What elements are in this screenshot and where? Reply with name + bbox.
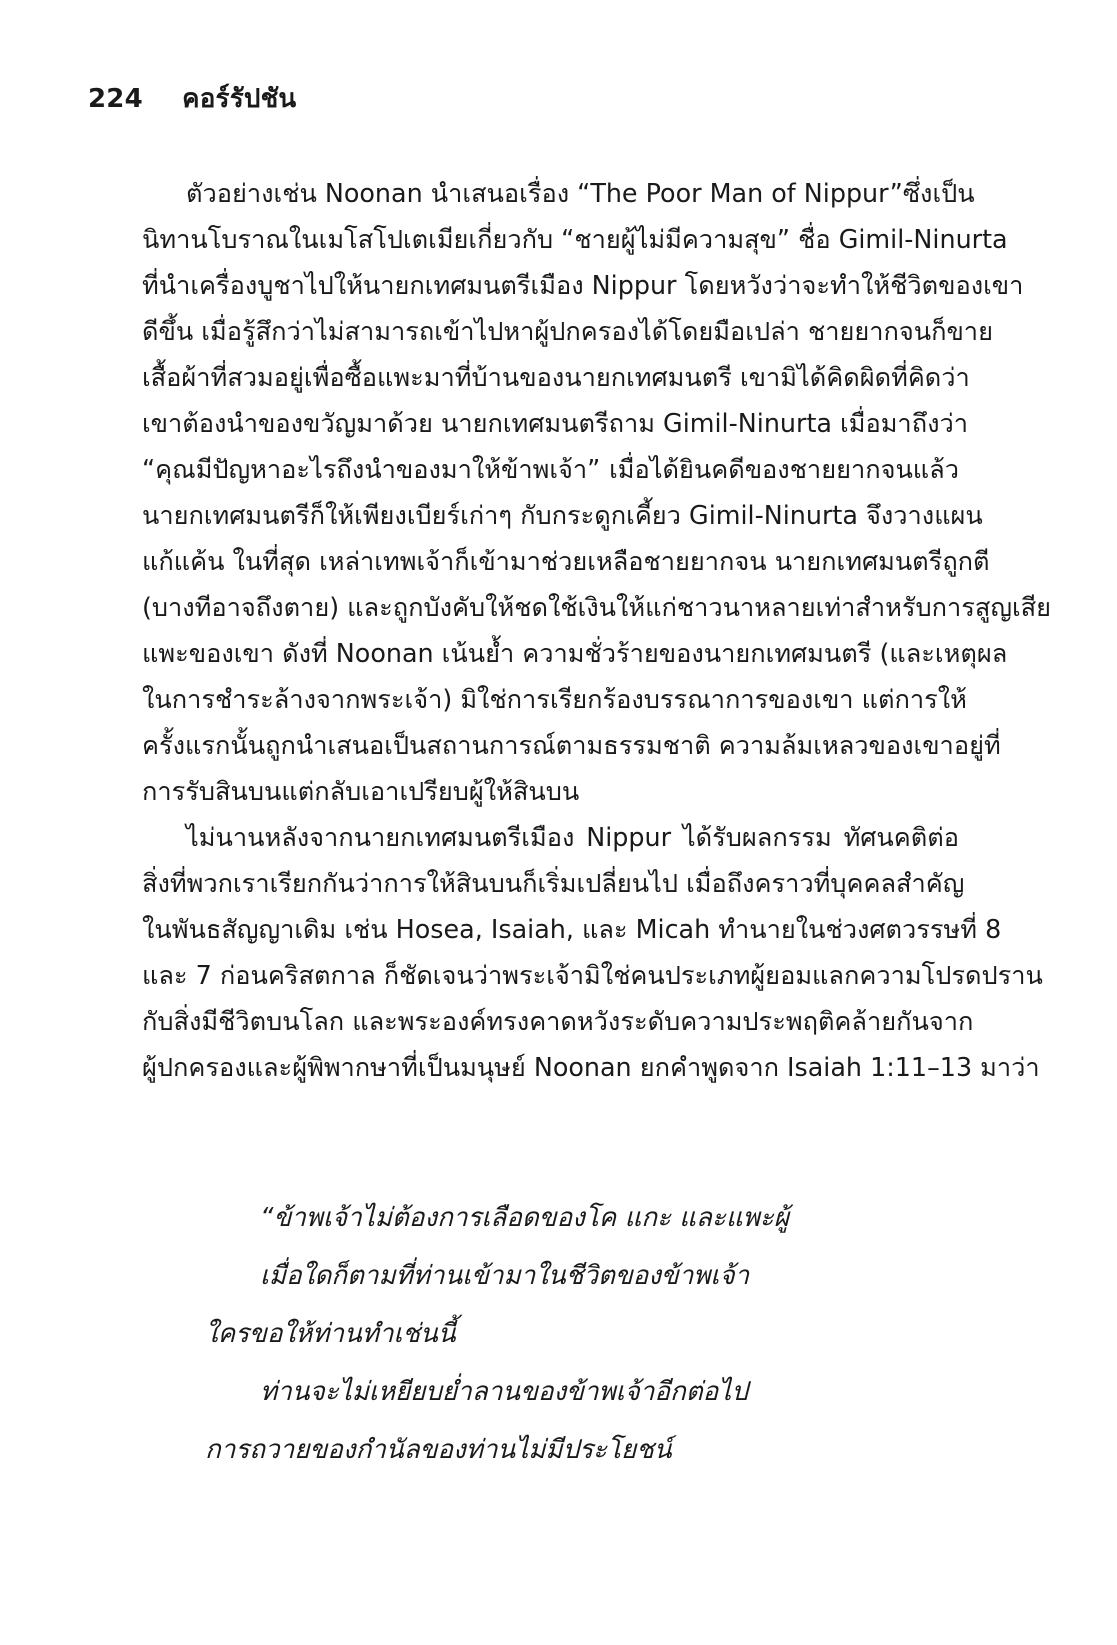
quote-line: ใครขอให้ท่านทำเช่นนี้ — [205, 1319, 456, 1349]
paragraph-line: ไม่นานหลังจากนายกเทศมนตรีเมือง Nippur ได้รับผลกรรม ทัศนคติต่อ — [186, 822, 959, 852]
paragraph-line: ในพันธสัญญาเดิม เช่น Hosea, Isaiah, และ Micah ทำนายในช่วงศตวรรษที่ 8 — [142, 914, 1002, 944]
paragraph-line: (บางทีอาจถึงตาย) และถูกบังคับให้ชดใช้เงินให้แก่ชาวนาหลายเท่าสำหรับการสูญเสีย — [142, 592, 1052, 622]
quote-line: ท่านจะไม่เหยียบย่ำลานของข้าพเจ้าอีกต่อไป — [260, 1377, 748, 1407]
quote-line: การถวายของกำนัลของท่านไม่มีประโยชน์ — [205, 1435, 672, 1465]
paragraph-line: “คุณมีปัญหาอะไรถึงนำของมาให้ข้าพเจ้า” เมื่อได้ยินคดีของชายยากจนแล้ว — [142, 454, 959, 484]
paragraph-line: นิทานโบราณในเมโสโปเตเมียเกี่ยวกับ “ชายผู้ไม่มีความสุข” ชื่อ Gimil-Ninurta — [142, 224, 1008, 254]
book-title: คอร์รัปชัน — [182, 84, 297, 114]
page-number: 224 — [88, 84, 143, 114]
paragraph-line: เขาต้องนำของขวัญมาด้วย นายกเทศมนตรีถาม Gimil-Ninurta เมื่อมาถึงว่า — [142, 408, 968, 438]
paragraph-line: ตัวอย่างเช่น Noonan นำเสนอเรื่อง “The Poor Man of Nippur”ซึ่งเป็น — [186, 178, 975, 208]
paragraph-line: และ 7 ก่อนคริสตกาล ก็ชัดเจนว่าพระเจ้ามิใช่คนประเภทผู้ยอมแลกความโปรดปราน — [142, 960, 1043, 990]
paragraph-line: การรับสินบนแต่กลับเอาเปรียบผู้ให้สินบน — [142, 776, 580, 806]
paragraph-line: ดีขึ้น เมื่อรู้สึกว่าไม่สามารถเข้าไปหาผู้ปกครองได้โดยมือเปล่า ชายยากจนก็ขาย — [142, 316, 993, 346]
paragraph-line: ครั้งแรกนั้นถูกนำเสนอเป็นสถานการณ์ตามธรรมชาติ ความล้มเหลวของเขาอยู่ที่ — [142, 730, 1001, 760]
paragraph-line: ในการชำระล้างจากพระเจ้า) มิใช่การเรียกร้องบรรณาการของเขา แต่การให้ — [142, 684, 967, 714]
paragraph-line: แก้แค้น ในที่สุด เหล่าเทพเจ้าก็เข้ามาช่วยเหลือชายยากจน นายกเทศมนตรีถูกตี — [142, 546, 990, 576]
paragraph-line: กับสิ่งมีชีวิตบนโลก และพระองค์ทรงคาดหวังระดับความประพฤติคล้ายกันจาก — [142, 1006, 974, 1036]
paragraph-line: ที่นำเครื่องบูชาไปให้นายกเทศมนตรีเมือง Nippur โดยหวังว่าจะทำให้ชีวิตของเขา — [142, 270, 1024, 300]
running-header — [88, 78, 296, 119]
paragraph-line: สิ่งที่พวกเราเรียกกันว่าการให้สินบนก็เริ่มเปลี่ยนไป เมื่อถึงคราวที่บุคคลสำคัญ — [142, 868, 965, 898]
paragraph-line: ผู้ปกครองและผู้พิพากษาที่เป็นมนุษย์ Noonan ยกคำพูดจาก Isaiah 1:11–13 มาว่า — [142, 1052, 1040, 1082]
paragraph-line: เสื้อผ้าที่สวมอยู่เพื่อซื้อแพะมาที่บ้านของนายกเทศมนตรี เขามิได้คิดผิดที่คิดว่า — [142, 362, 970, 392]
quote-line: เมื่อใดก็ตามที่ท่านเข้ามาในชีวิตของข้าพเจ้า — [260, 1261, 750, 1291]
paragraph-line: นายกเทศมนตรีก็ให้เพียงเบียร์เก่าๆ กับกระดูกเคี้ยว Gimil-Ninurta จึงวางแผน — [142, 500, 983, 530]
paragraph-line: แพะของเขา ดังที่ Noonan เน้นย้ำ ความชั่วร้ายของนายกเทศมนตรี (และเหตุผล — [142, 638, 1008, 668]
quote-line: “ข้าพเจ้าไม่ต้องการเลือดของโค แกะ และแพะผู้ — [260, 1203, 789, 1233]
